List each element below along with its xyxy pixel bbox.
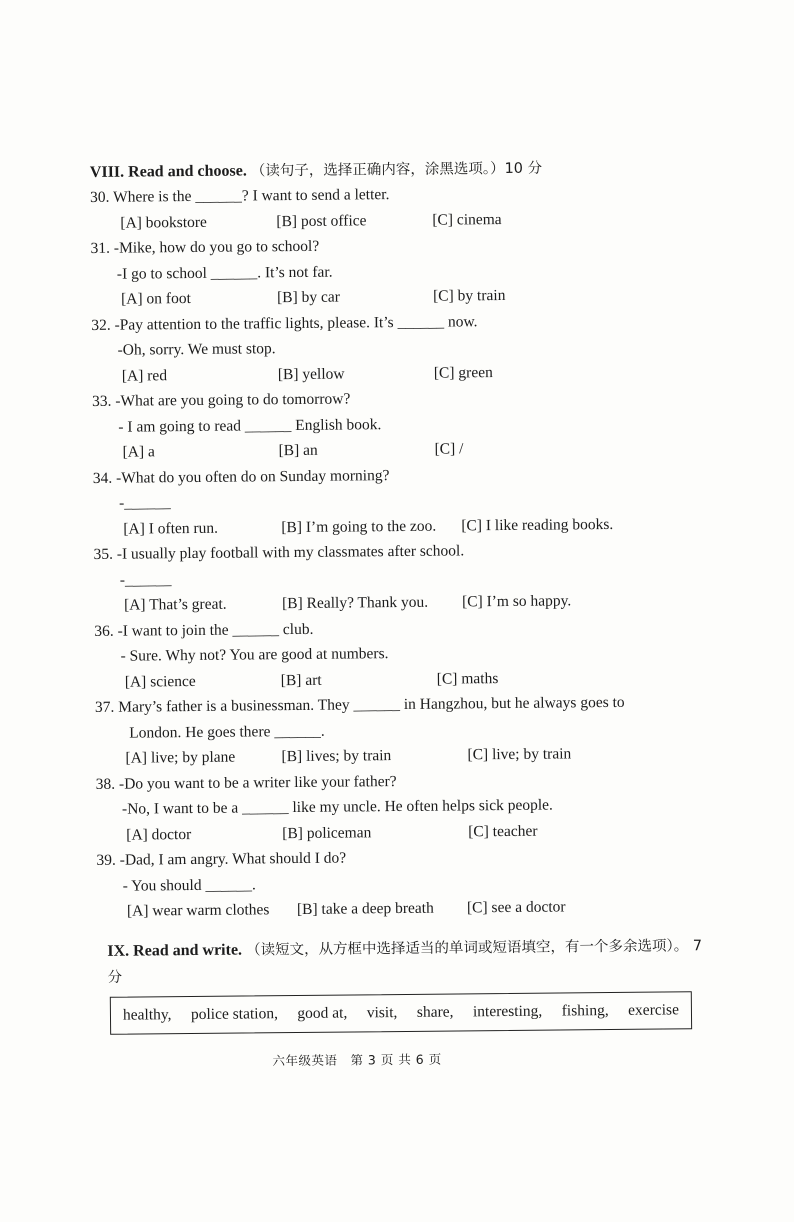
question-37-stem-continued: London. He goes there ______. [129, 722, 325, 742]
option-b[interactable]: [B] post office [276, 211, 367, 230]
question-39-reply: - You should ______. [122, 875, 256, 895]
word-bank-item: healthy, [122, 1006, 172, 1024]
question-37 [95, 689, 736, 772]
question-30 [90, 179, 730, 236]
section-8-title: VIII. Read and choose. [89, 162, 247, 181]
option-a[interactable]: [A] doctor [126, 825, 192, 844]
word-bank-item: police station, [190, 1005, 278, 1024]
question-34 [93, 459, 734, 542]
question-31-reply: -I go to school ______. It’s not far. [116, 263, 333, 283]
question-list [90, 179, 737, 925]
question-36-reply: - Sure. Why not? You are good at numbers. [120, 645, 389, 665]
question-36-stem: 36. -I want to join the ______ club. [94, 620, 314, 640]
option-a[interactable]: [A] wear warm clothes [126, 901, 270, 920]
question-38-stem: 38. -Do you want to be a writer like your father? [95, 772, 397, 793]
option-c[interactable]: [C] see a doctor [466, 898, 566, 917]
question-38-reply: -No, I want to be a ______ like my uncle. He often helps sick people. [121, 796, 553, 818]
word-bank-item: fishing, [561, 1002, 609, 1020]
option-b[interactable]: [B] by car [277, 288, 341, 307]
question-31 [90, 230, 731, 313]
word-bank-item: visit, [366, 1004, 398, 1022]
word-bank-item: exercise [628, 1001, 679, 1019]
question-36 [94, 612, 735, 695]
question-35-reply: -______ [119, 570, 172, 589]
section-9-heading [107, 933, 707, 991]
option-c[interactable]: [C] I’m so happy. [461, 592, 572, 611]
option-b[interactable]: [B] yellow [277, 365, 345, 383]
page-footer: 六年级英语 第 3 页 共 6 页 [272, 1051, 442, 1069]
question-38 [96, 765, 737, 848]
option-b[interactable]: [B] I’m going to the zoo. [281, 517, 437, 536]
word-bank-item: interesting, [472, 1002, 543, 1021]
option-c[interactable]: [C] by train [433, 286, 506, 305]
option-a[interactable]: [A] red [121, 366, 168, 385]
question-31-stem: 31. -Mike, how do you go to school? [90, 237, 320, 257]
option-a[interactable]: [A] a [122, 443, 155, 461]
option-b[interactable]: [B] policeman [282, 823, 372, 842]
option-a[interactable]: [A] live; by plane [125, 748, 236, 767]
question-35-stem: 35. -I usually play football with my classmates after school. [93, 542, 465, 563]
option-a[interactable]: [A] I often run. [123, 519, 219, 538]
question-33-stem: 33. -What are you going to do tomorrow? [91, 390, 351, 410]
option-c[interactable]: [C] cinema [432, 210, 502, 229]
question-32 [91, 306, 732, 389]
option-a[interactable]: [A] bookstore [120, 213, 207, 232]
word-bank-box [110, 991, 692, 1035]
question-30-stem: 30. Where is the ______? I want to send a letter. [90, 186, 390, 206]
question-32-reply: -Oh, sorry. We must stop. [117, 340, 276, 359]
option-b[interactable]: [B] art [280, 671, 322, 689]
question-39-stem: 39. -Dad, I am angry. What should I do? [96, 849, 347, 869]
option-b[interactable]: [B] lives; by train [281, 747, 392, 766]
section-9-instructions: （读短文，从方框中选择适当的单词或短语填空，有一个多余选项）。 7 分 [107, 938, 703, 986]
question-34-stem: 34. -What do you often do on Sunday morning? [92, 466, 390, 487]
option-c[interactable]: [C] I like reading books. [461, 515, 614, 534]
option-b[interactable]: [B] Really? Thank you. [281, 593, 429, 613]
option-b[interactable]: [B] take a deep breath [296, 899, 434, 919]
question-32-stem: 32. -Pay attention to the traffic lights, please. It’s ______ now. [91, 312, 478, 334]
option-c[interactable]: [C] live; by train [467, 745, 572, 764]
question-37-stem: 37. Mary’s father is a businessman. They ______ in Hangzhou, but he always goes to [94, 693, 625, 716]
section-8-instructions: （读句子，选择正确内容，涂黑选项。）10 分 [250, 160, 543, 180]
question-33-reply: - I am going to read ______ English book. [118, 415, 382, 436]
option-c[interactable]: [C] teacher [468, 822, 538, 840]
option-b[interactable]: [B] an [278, 441, 318, 460]
question-39 [96, 842, 737, 925]
option-c[interactable]: [C] maths [436, 669, 499, 688]
question-33 [92, 383, 733, 466]
option-a[interactable]: [A] science [124, 672, 196, 691]
word-bank-item: share, [416, 1003, 454, 1021]
question-39-options [97, 893, 737, 925]
section-9-title: IX. Read and write. [107, 941, 243, 960]
option-a[interactable]: [A] That’s great. [123, 595, 227, 614]
option-c[interactable]: [C] green [433, 363, 493, 382]
option-a[interactable]: [A] on foot [121, 289, 191, 308]
word-bank-item: good at, [297, 1004, 348, 1023]
question-35 [93, 536, 734, 619]
option-c[interactable]: [C] / [434, 440, 464, 458]
question-34-reply: -______ [118, 494, 171, 512]
